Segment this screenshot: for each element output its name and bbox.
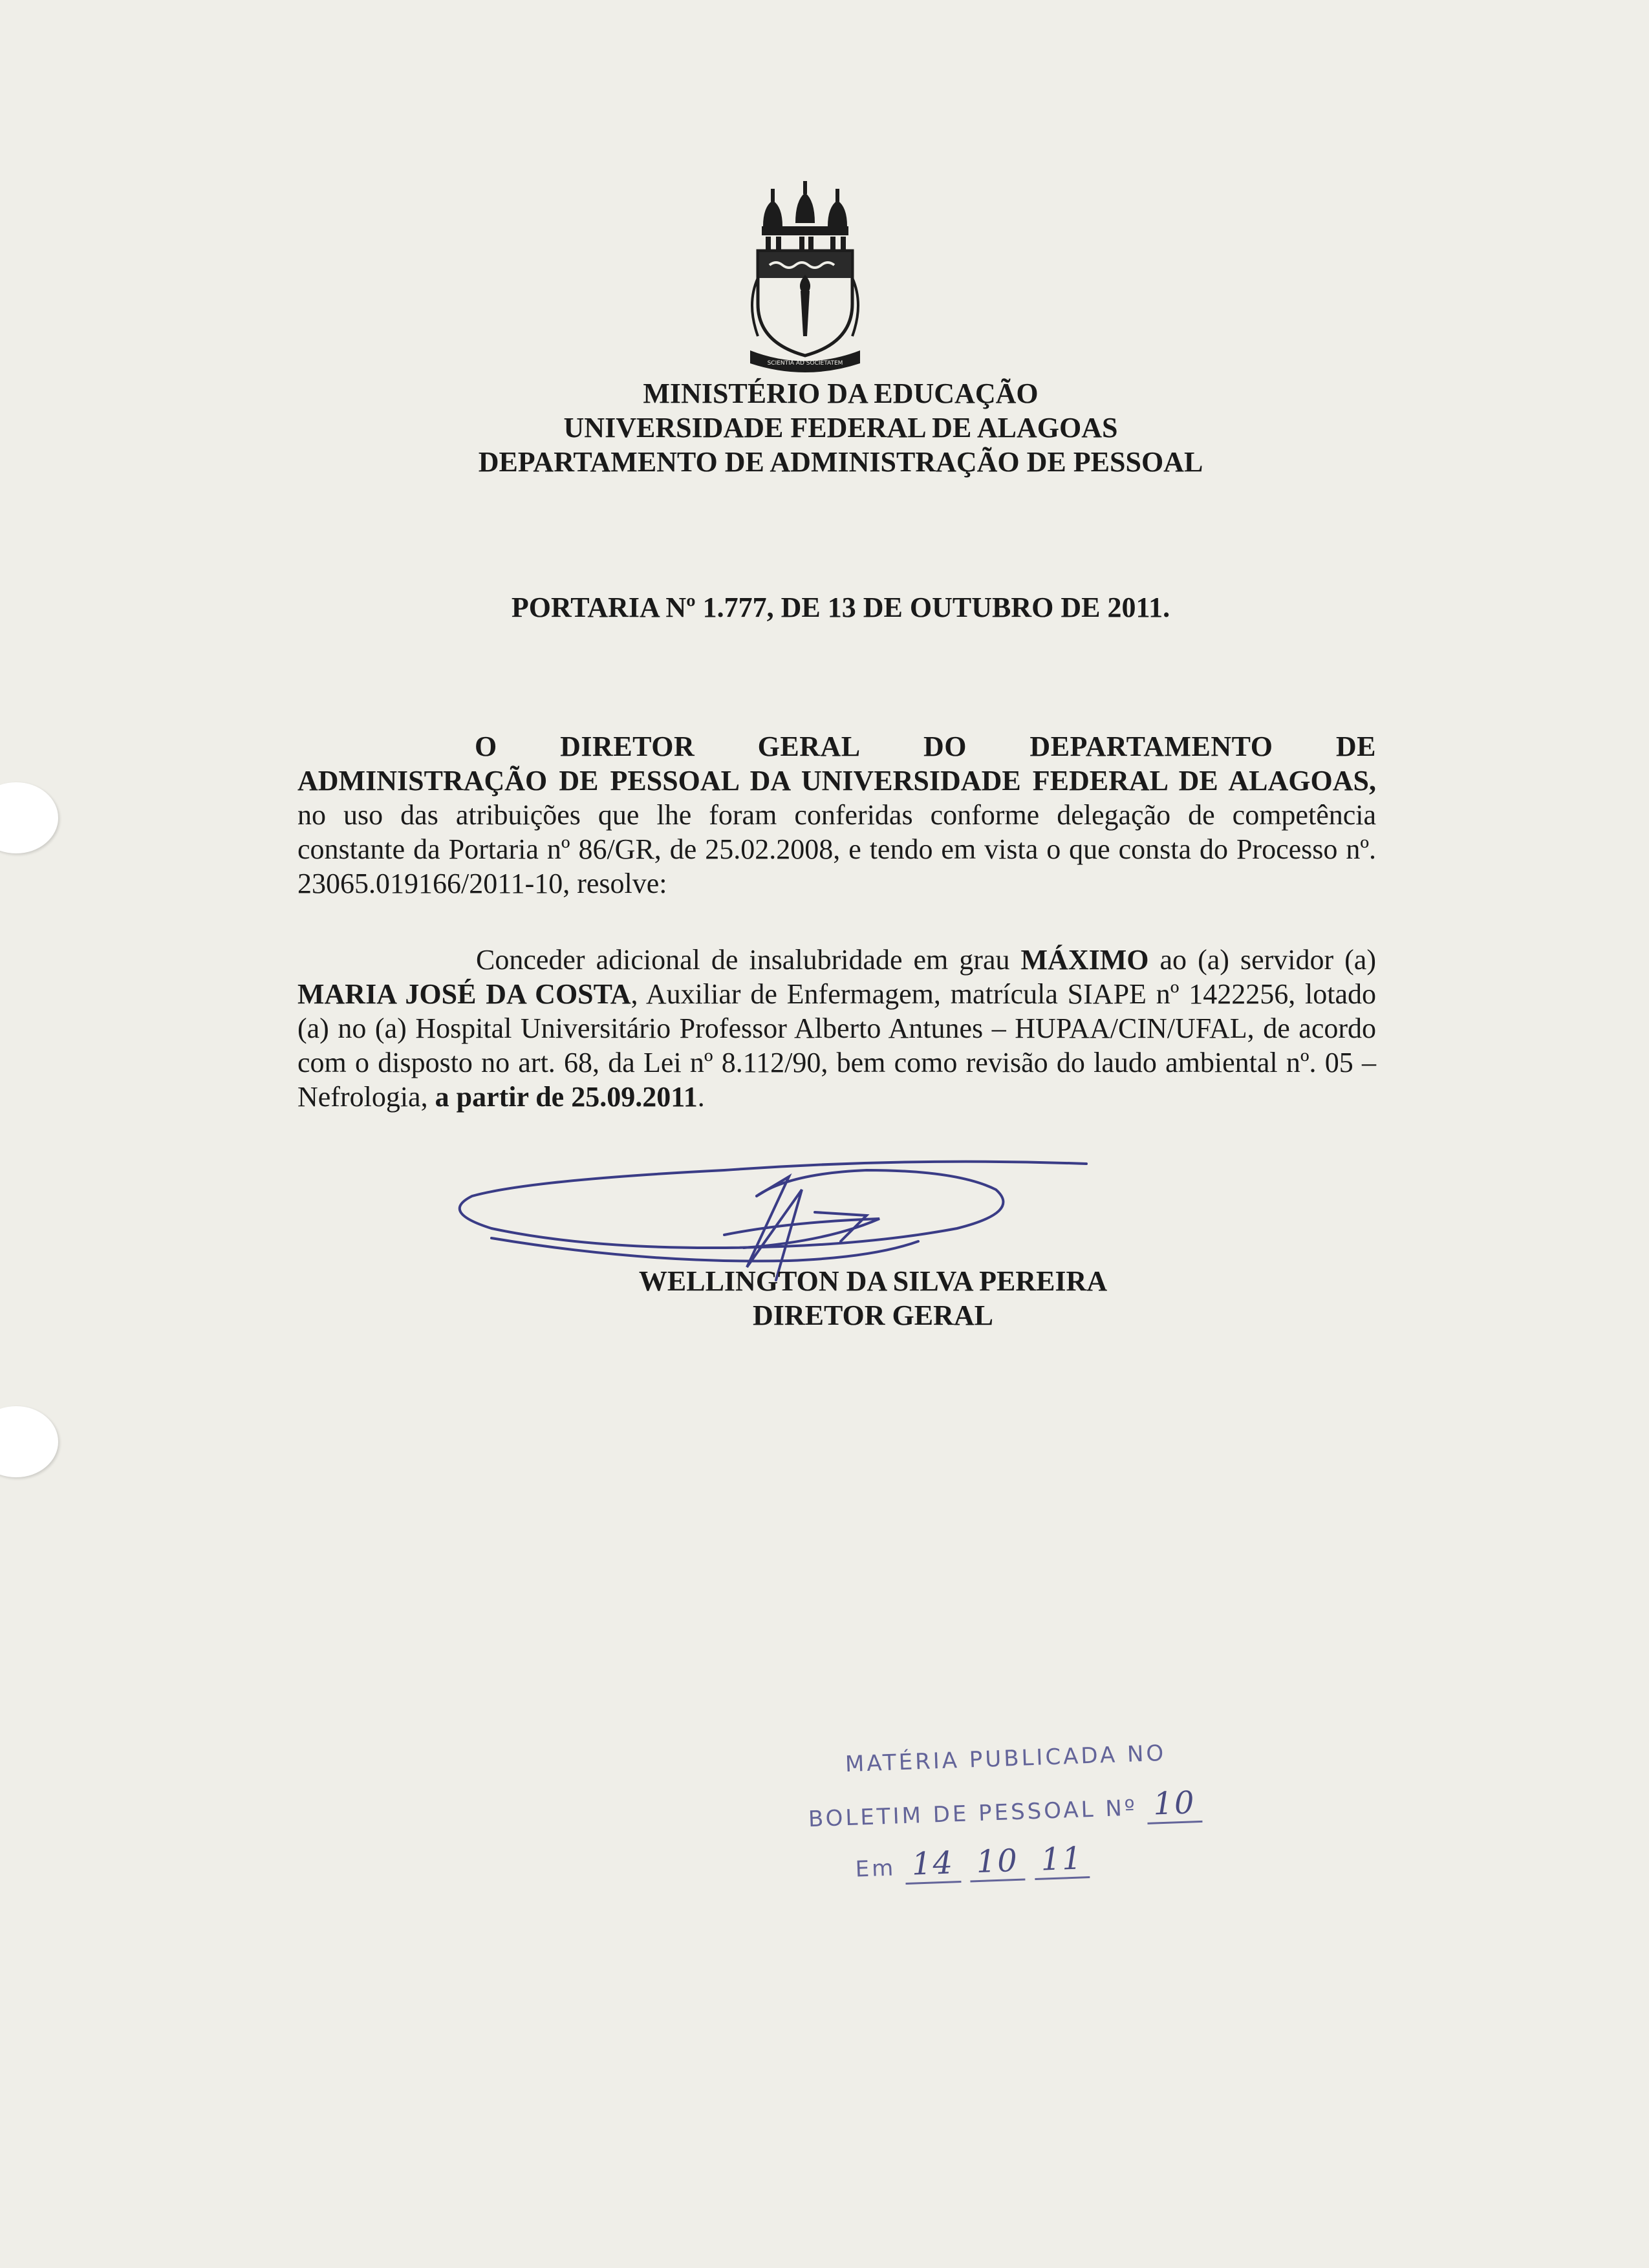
stamp-day: 14 — [905, 1845, 961, 1885]
resolution-text: Conceder adicional de insalubridade em grau — [476, 944, 1021, 976]
signer-role: DIRETOR GERAL — [752, 1300, 994, 1331]
preamble-paragraph — [297, 729, 1376, 901]
preamble-first-line — [297, 729, 1376, 764]
university-title: UNIVERSIDADE FEDERAL DE ALAGOAS — [563, 412, 1118, 444]
preamble-word: O — [475, 731, 497, 762]
ministry-title: MINISTÉRIO DA EDUCAÇÃO — [643, 378, 1039, 409]
preamble-word: DEPARTAMENTO — [1029, 731, 1273, 762]
preamble-text: no uso das atribuições que lhe foram conferidas conforme delegação de competência constante da Portaria nº 86/GR, de 25.02.2008, e tendo em vista o que consta do Processo nº. 23065.019166/2011-10, resolve: — [297, 799, 1376, 899]
signer-block — [517, 1264, 1229, 1332]
resolution-paragraph — [297, 943, 1376, 1114]
punch-hole-bottom — [0, 1406, 58, 1477]
preamble-word: DIRETOR — [560, 731, 695, 762]
crest-motto: SCIENTIA AD SOCIETATEM — [767, 360, 843, 367]
department-title: DEPARTAMENTO DE ADMINISTRAÇÃO DE PESSOAL — [478, 446, 1203, 478]
preamble-word: GERAL — [757, 731, 861, 762]
insalubrity-grade: MÁXIMO — [1020, 944, 1149, 976]
employee-name: MARIA JOSÉ DA COSTA — [297, 978, 631, 1010]
punch-hole-top — [0, 782, 58, 853]
signer-name: WELLINGTON DA SILVA PEREIRA — [638, 1265, 1108, 1297]
resolution-text: ao (a) servidor (a) — [1148, 944, 1376, 976]
publication-stamp — [786, 1731, 1244, 1902]
stamp-bulletin-label: BOLETIM DE PESSOAL Nº — [808, 1795, 1138, 1833]
stamp-month: 10 — [969, 1843, 1026, 1883]
preamble-word: DE — [1335, 731, 1376, 762]
preamble-word: DO — [923, 731, 967, 762]
resolution-text: . — [697, 1081, 705, 1113]
preamble-bold-text: ADMINISTRAÇÃO DE PESSOAL DA UNIVERSIDADE FEDERAL DE ALAGOAS, — [297, 765, 1376, 797]
resolution-text: , Auxiliar de Enfermagem, matrícula SIAPE nº 1422256, lotado (a) no (a) Hospital Universitário Professor Alberto Antunes – HUPAA/CIN/UFAL, de acordo com o disposto no art. 68, da Lei nº 8.112/90, bem como revisão do laudo ambiental nº. 05 – Nefrologia, — [297, 978, 1376, 1113]
stamp-bulletin-number: 10 — [1146, 1784, 1202, 1824]
stamp-year: 11 — [1034, 1840, 1090, 1880]
document-header — [388, 376, 1293, 479]
stamp-line-3 — [855, 1840, 1090, 1887]
effective-date: a partir de 25.09.2011 — [435, 1081, 698, 1113]
stamp-line-1: MATÉRIA PUBLICADA NO — [845, 1740, 1167, 1778]
university-crest — [744, 181, 867, 375]
stamp-date-prefix: Em — [855, 1855, 896, 1883]
portaria-title: PORTARIA Nº 1.777, DE 13 DE OUTUBRO DE 2011. — [511, 592, 1170, 623]
stamp-line-2 — [808, 1784, 1203, 1836]
